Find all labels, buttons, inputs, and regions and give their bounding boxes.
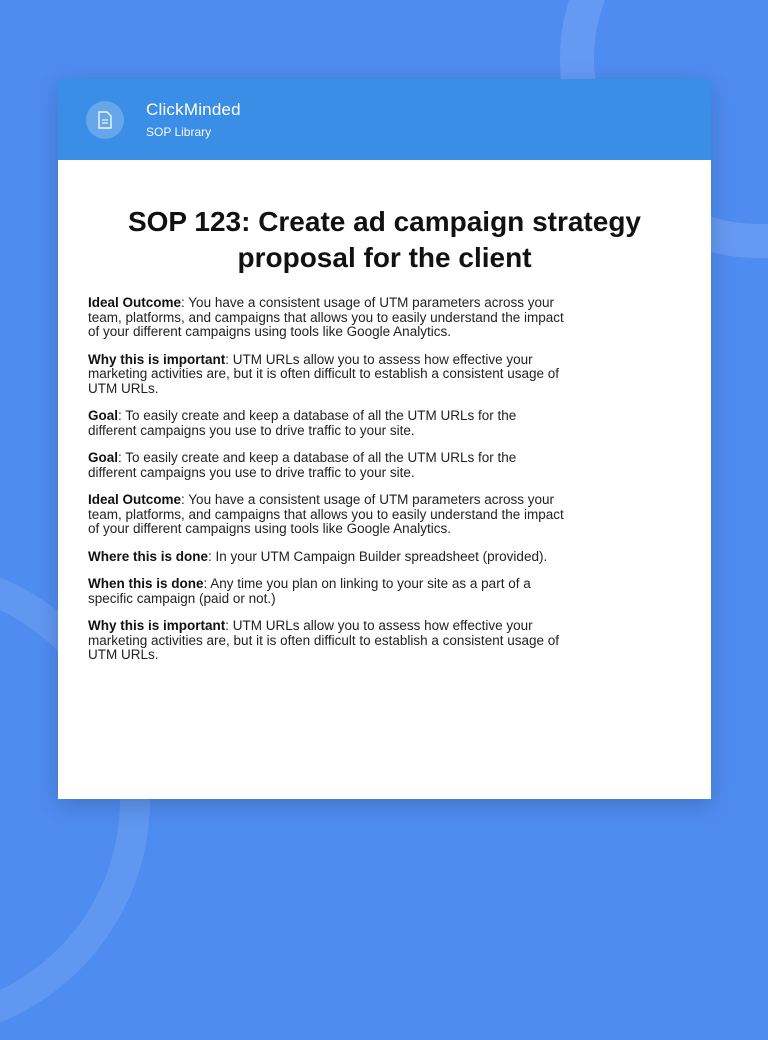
document-title: SOP 123: Create ad campaign strategy proposal for the client [127, 206, 642, 273]
document-icon [98, 111, 112, 129]
paragraph-label: Ideal Outcome [88, 295, 182, 310]
paragraph-label: Goal [88, 450, 119, 465]
paragraph-text: Any time you plan on linking to your site as a part of a specific campaign (paid or not.) [88, 576, 531, 606]
document-paragraph: Ideal Outcome: You have a consistent usage of UTM parameters across your team, platforms, and campaigns that allows you to easily understand the impact of your different campaigns using tools like Google Analytics. [88, 492, 564, 536]
document-paragraph: When this is done: Any time you plan on linking to your site as a part of a specific campaign (paid or not.) [88, 576, 531, 606]
paragraph-label: When this is done [88, 576, 204, 591]
paragraph-text: To easily create and keep a database of all the UTM URLs for the different campaigns you use to drive traffic to your site. [88, 450, 517, 480]
document-paragraph: Why this is important: UTM URLs allow you to assess how effective your marketing activities are, but it is often difficult to establish a consistent usage of UTM URLs. [88, 618, 559, 662]
document-paragraph: Why this is important: UTM URLs allow you to assess how effective your marketing activities are, but it is often difficult to establish a consistent usage of UTM URLs. [88, 351, 559, 396]
paragraph-label: Where this is done [88, 548, 209, 564]
paragraph-text: To easily create and keep a database of all the UTM URLs for the different campaigns you use to drive traffic to your site. [88, 408, 517, 438]
document-paragraph: Goal: To easily create and keep a database of all the UTM URLs for the different campaigns you use to drive traffic to your site. [88, 408, 517, 438]
paragraph-text: UTM URLs allow you to assess how effective your marketing activities are, but it is often difficult to establish a consistent usage of UTM URLs. [88, 351, 559, 396]
card-header [58, 79, 711, 160]
brand-name: ClickMinded [146, 100, 241, 119]
document-paragraph: Where this is done: In your UTM Campaign Builder spreadsheet (provided). [88, 548, 548, 564]
paragraph-text: In your UTM Campaign Builder spreadsheet (provided). [215, 548, 548, 564]
paragraph-text: UTM URLs allow you to assess how effective your marketing activities are, but it is often difficult to establish a consistent usage of UTM URLs. [88, 618, 559, 662]
paragraph-label: Why this is important [88, 351, 226, 367]
paragraph-text: You have a consistent usage of UTM parameters across your team, platforms, and campaigns that allows you to easily understand the impact of your different campaigns using tools like Google Analytics. [88, 492, 564, 536]
document-paragraph: Goal: To easily create and keep a database of all the UTM URLs for the different campaigns you use to drive traffic to your site. [88, 450, 517, 480]
document-body [88, 296, 566, 676]
brand-subtitle: SOP Library [146, 125, 212, 139]
paragraph-text: You have a consistent usage of UTM parameters across your team, platforms, and campaigns that allows you to easily understand the impact of your different campaigns using tools like Google Analytics. [88, 295, 564, 339]
document-paragraph: Ideal Outcome: You have a consistent usage of UTM parameters across your team, platforms, and campaigns that allows you to easily understand the impact of your different campaigns using tools like Google Analytics. [88, 295, 564, 339]
logo-badge [86, 101, 124, 139]
paragraph-label: Ideal Outcome [88, 492, 182, 507]
paragraph-label: Goal [88, 408, 119, 423]
paragraph-label: Why this is important [88, 618, 226, 633]
